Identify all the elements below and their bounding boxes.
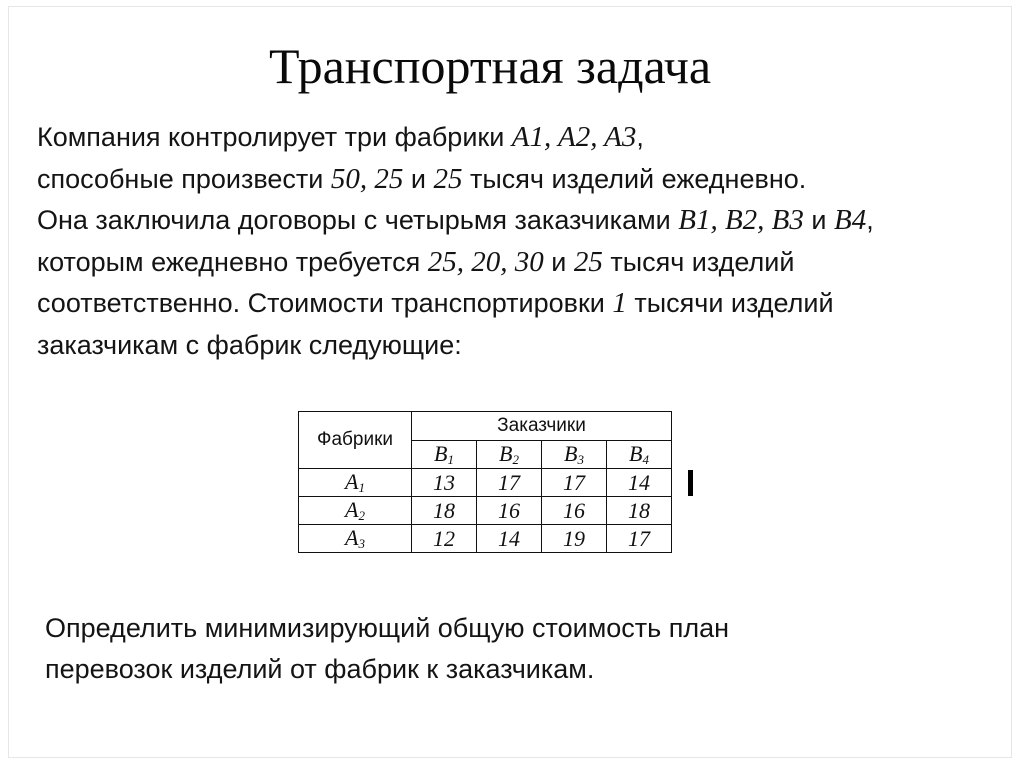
cost-cell: 13	[412, 469, 477, 497]
column-header-b1: $B_1$	[412, 441, 477, 469]
problem-line-3	[37, 200, 1017, 242]
table-header-row	[299, 412, 672, 441]
slide-title: Транспортная задача	[268, 38, 712, 94]
cost-cell: 14	[477, 525, 542, 553]
customer-b4: B4	[834, 204, 867, 236]
problem-text: и	[803, 205, 834, 235]
cost-cell: 17	[607, 525, 672, 553]
table-row	[299, 497, 672, 525]
supply-value: 25	[433, 162, 463, 195]
customers-list: B1, B2, B3	[678, 204, 804, 236]
task-line-2: перевозок изделий от фабрик к заказчикам.	[45, 654, 595, 684]
problem-text: ,	[866, 205, 874, 235]
cost-cell: 17	[477, 469, 542, 497]
task-line-1: Определить минимизирующий общую стоимость план	[45, 613, 730, 643]
cost-cell: 14	[607, 469, 672, 497]
problem-text: Компания контролирует три фабрики	[37, 122, 512, 152]
problem-text: ,	[636, 122, 644, 152]
task-statement	[45, 608, 985, 690]
problem-text: тысяч изделий	[602, 246, 795, 277]
row-header-a3: $A_3$	[299, 525, 412, 553]
cost-cell: 12	[412, 525, 477, 553]
problem-text: способные произвести	[37, 163, 331, 194]
cost-cell: 19	[542, 525, 607, 553]
cost-cell: 17	[542, 469, 607, 497]
problem-line-1	[37, 117, 1017, 159]
unit-quantity: 1	[612, 287, 627, 319]
problem-statement	[37, 117, 1017, 366]
column-header-b4: $B_4$	[607, 441, 672, 469]
column-header-b3: $B_3$	[542, 441, 607, 469]
problem-text: Она заключила договоры с четырьмя заказчиками	[37, 205, 679, 235]
demand-value: 25	[573, 245, 603, 278]
supply-values: 50, 25	[330, 162, 404, 195]
cost-cell: 18	[412, 497, 477, 525]
problem-text: и	[403, 163, 434, 194]
table-row	[299, 469, 672, 497]
problem-line-6: заказчикам с фабрик следующие:	[37, 329, 462, 360]
problem-text: тысячи изделий	[626, 288, 834, 318]
row-header-a2: $A_2$	[299, 497, 412, 525]
factories-list: A1, A2, A3	[511, 121, 637, 153]
row-header-a1: $A_1$	[299, 469, 412, 497]
cost-cell: 16	[542, 497, 607, 525]
transport-cost-table	[298, 411, 672, 553]
table-edge-mark	[688, 470, 693, 496]
problem-text: которым ежедневно требуется	[37, 246, 428, 277]
problem-line-5	[37, 283, 1017, 325]
problem-text: тысяч изделий ежедневно.	[462, 163, 807, 194]
factories-header: Фабрики	[299, 412, 412, 469]
problem-line-2	[37, 159, 1017, 201]
problem-text: соответственно. Стоимости транспортировки	[37, 288, 613, 318]
problem-line-4	[37, 242, 1017, 284]
cost-cell: 18	[607, 497, 672, 525]
column-header-b2: $B_2$	[477, 441, 542, 469]
cost-cell: 16	[477, 497, 542, 525]
customers-header: Заказчики	[412, 412, 672, 441]
problem-text: и	[543, 246, 574, 277]
demand-values: 25, 20, 30	[427, 245, 544, 278]
table-row	[299, 525, 672, 553]
